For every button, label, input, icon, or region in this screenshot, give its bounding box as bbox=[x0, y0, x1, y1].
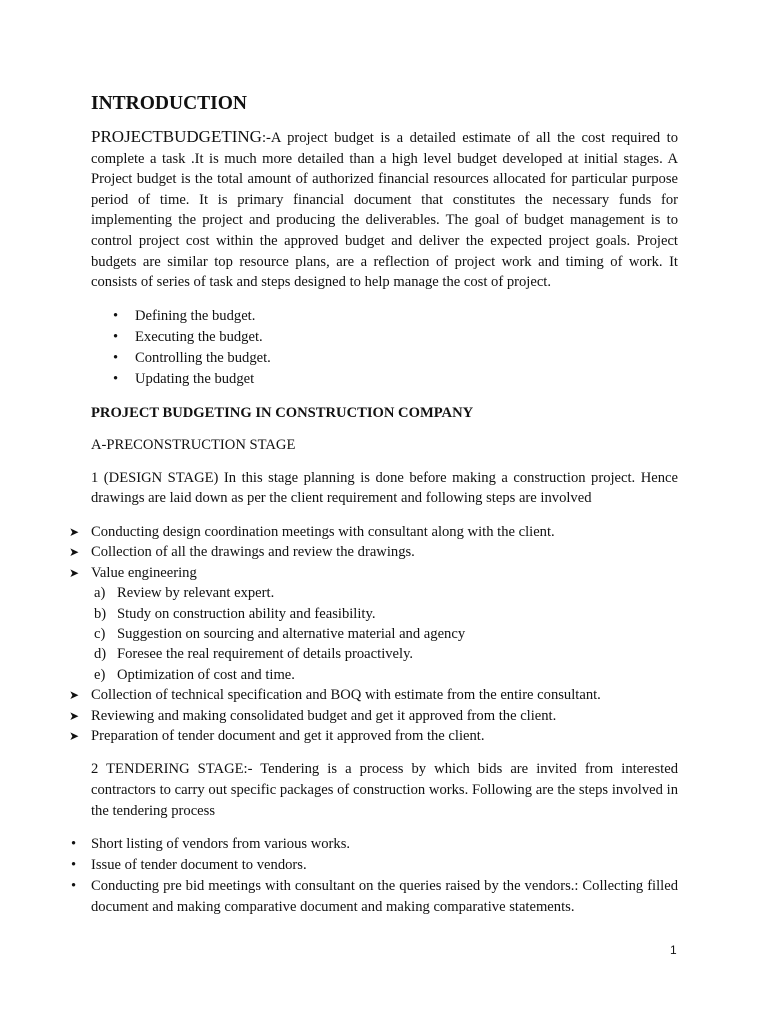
budget-steps-list bbox=[91, 306, 678, 390]
arrow-bullet-icon: ➤ bbox=[69, 524, 80, 539]
design-steps-list bbox=[69, 522, 678, 746]
bullet-icon: • bbox=[71, 878, 77, 895]
intro-text: :-A project budget is a detailed estimate of all the cost required to complete a task .It is much more detailed than a high level budget developed at initial stages. A Project budget is the total amount of authorized financial resources allocated for particular purpose period of time. It is primary financial document that constitutes the necessary funds for implementing the project and producing the deliverables. The goal of budget management is to control project cost within the approved budget and deliver the expected project goals. Project budgets are similar top resource plans, are a reflection of project work and timing of work. It consists of series of task and steps designed to help manage the cost of project. bbox=[91, 130, 678, 291]
page-number: 1 bbox=[670, 943, 677, 957]
tendering-stage-paragraph: 2 TENDERING STAGE:- Tendering is a process by which bids are invited from interested contractors to carry out specific packages of construction works. Following are the steps involved in the tendering process bbox=[91, 761, 678, 819]
subsection-title: A-PRECONSTRUCTION STAGE bbox=[91, 436, 296, 453]
sublist-item: a) Review by relevant expert. bbox=[94, 585, 275, 602]
list-item: • Updating the budget bbox=[91, 369, 678, 390]
design-stage-paragraph: 1 (DESIGN STAGE) In this stage planning is done before making a construction project. Hence drawings are laid down as per the client requirement and following steps are involved bbox=[91, 469, 678, 507]
arrow-bullet-icon: ➤ bbox=[69, 545, 80, 560]
value-engineering-sublist bbox=[91, 583, 678, 685]
list-item: • Controlling the budget. bbox=[91, 348, 678, 369]
bullet-icon: • bbox=[71, 836, 77, 853]
arrow-bullet-icon: ➤ bbox=[69, 729, 80, 743]
bullet-icon: • bbox=[113, 370, 119, 387]
list-item: ➤ Value engineering a) Review by relevant expert. b) Study on construction ability and feasibility. c) Suggestion on sourcing and alternative material and agency d) Foresee the real requirement of details proactively. e) Optimization of cost and time. bbox=[69, 563, 678, 685]
list-item: • Short listing of vendors from various works. bbox=[69, 834, 678, 855]
sublist-item: e) Optimization of cost and time. bbox=[94, 666, 295, 683]
bullet-icon: • bbox=[71, 857, 77, 874]
section-title: PROJECT BUDGETING IN CONSTRUCTION COMPANY bbox=[91, 404, 474, 421]
page-heading: INTRODUCTION bbox=[91, 93, 248, 114]
bullet-icon: • bbox=[113, 328, 119, 345]
list-item: ➤ Collection of all the drawings and review the drawings. bbox=[69, 542, 678, 562]
arrow-bullet-icon: ➤ bbox=[69, 688, 80, 703]
sublist-item: d) Foresee the real requirement of details proactively. bbox=[94, 646, 414, 663]
bullet-icon: • bbox=[113, 349, 119, 366]
list-item: ➤ Reviewing and making consolidated budget and get it approved from the client. bbox=[69, 706, 678, 726]
bullet-icon: • bbox=[113, 307, 119, 324]
list-item: ➤ Collection of technical specification and BOQ with estimate from the entire consultant. bbox=[69, 685, 678, 705]
list-item: • Defining the budget. bbox=[91, 306, 678, 327]
intro-lead-term: PROJECTBUDGETING bbox=[91, 127, 262, 146]
intro-paragraph bbox=[91, 127, 678, 293]
list-item: • Executing the budget. bbox=[91, 327, 678, 348]
tendering-steps-list bbox=[69, 834, 678, 918]
sublist-item: b) Study on construction ability and feasibility. bbox=[94, 605, 376, 622]
list-item: ➤ Conducting design coordination meetings with consultant along with the client. bbox=[69, 522, 678, 542]
arrow-bullet-icon: ➤ bbox=[69, 708, 80, 723]
document-body bbox=[69, 92, 678, 918]
arrow-bullet-icon: ➤ bbox=[69, 565, 80, 580]
list-item: • Conducting pre bid meetings with consultant on the queries raised by the vendors.: Collecting filled document and making comparative document and making comparative statements. bbox=[71, 878, 678, 916]
list-item: ➤ Preparation of tender document and get it approved from the client. bbox=[69, 726, 678, 746]
list-item: • Issue of tender document to vendors. bbox=[69, 855, 678, 876]
sublist-item: c) Suggestion on sourcing and alternative material and agency bbox=[94, 625, 466, 642]
